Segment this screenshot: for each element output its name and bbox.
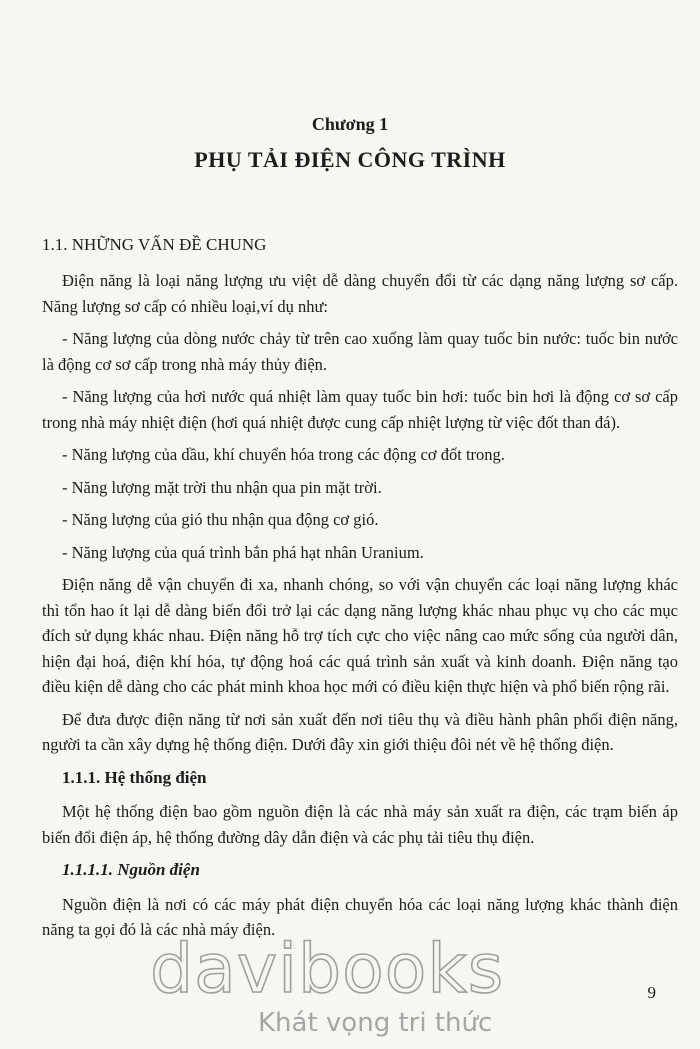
section-heading: 1.1. NHỮNG VẤN ĐỀ CHUNG (42, 235, 267, 254)
list-item: - Năng lượng của dầu, khí chuyển hóa trong các động cơ đốt trong. (62, 445, 505, 464)
page-number: 9 (647, 983, 656, 1002)
chapter-label: Chương 1 (311, 114, 389, 134)
paragraph-system-intro: Để đưa được điện năng từ nơi sản xuất đến nơi tiêu thụ và điều hành phân phối điện năng, người ta cần xây dựng hệ thống điện. Dưới đây xin giới thiệu đôi nét về hệ thống điện. (42, 709, 678, 754)
watermark-slogan: Khát vọng tri thức (258, 1008, 493, 1038)
list-item: - Năng lượng của dòng nước chảy từ trên cao xuống làm quay tuốc bin nước: tuốc bin nước là động cơ sơ cấp trong nhà máy thủy điện. (42, 329, 678, 374)
intro-paragraph: Điện năng là loại năng lượng ưu việt dễ dàng chuyển đổi từ các dạng năng lượng sơ cấp. Năng lượng sơ cấp có nhiều loại,ví dụ như: (42, 271, 678, 316)
subsection-heading: 1.1.1. Hệ thống điện (62, 767, 207, 787)
chapter-title: PHỤ TẢI ĐIỆN CÔNG TRÌNH (194, 147, 506, 172)
subsection-paragraph: Một hệ thống điện bao gồm nguồn điện là các nhà máy sản xuất ra điện, các trạm biến áp biến đổi điện áp, hệ thống đường dây dẫn điện và các phụ tải tiêu thụ điện. (42, 802, 678, 847)
list-item: - Năng lượng của gió thu nhận qua động cơ gió. (62, 510, 379, 529)
paragraph-transport: Điện năng dễ vận chuyển đi xa, nhanh chóng, so với vận chuyển các loại năng lượng khác thì tổn hao ít lại dễ dàng biến đổi trở lại các dạng năng lượng khác nhau phục vụ cho các mục đích sử dụng khác nhau. Điện năng hỗ trợ tích cực cho việc nâng cao mức sống của người dân, hiện đại hoá, điện khí hóa, tự động hoá các quá trình sản xuất và kinh doanh. Điện năng tạo điều kiện dễ dàng cho các phát minh khoa học mới có điều kiện thực hiện và phổ biến rộng rãi. (42, 575, 678, 696)
subsubsection-heading: 1.1.1.1. Nguồn điện (62, 860, 200, 879)
watermark-brand: davibooks (150, 930, 505, 1009)
subsubsection-paragraph: Nguồn điện là nơi có các máy phát điện chuyển hóa các loại năng lượng khác thành điện năng ta gọi đó là các nhà máy điện. (42, 894, 678, 939)
list-item: - Năng lượng của hơi nước quá nhiệt làm quay tuốc bin hơi: tuốc bin hơi là động cơ sơ cấp trong nhà máy nhiệt điện (hơi quá nhiệt được cung cấp nhiệt lượng từ việc đốt than đá). (42, 387, 678, 432)
list-item: - Năng lượng của quá trình bắn phá hạt nhân Uranium. (62, 542, 424, 562)
page-body (42, 232, 678, 950)
list-item: - Năng lượng mặt trời thu nhận qua pin mặt trời. (62, 477, 382, 497)
